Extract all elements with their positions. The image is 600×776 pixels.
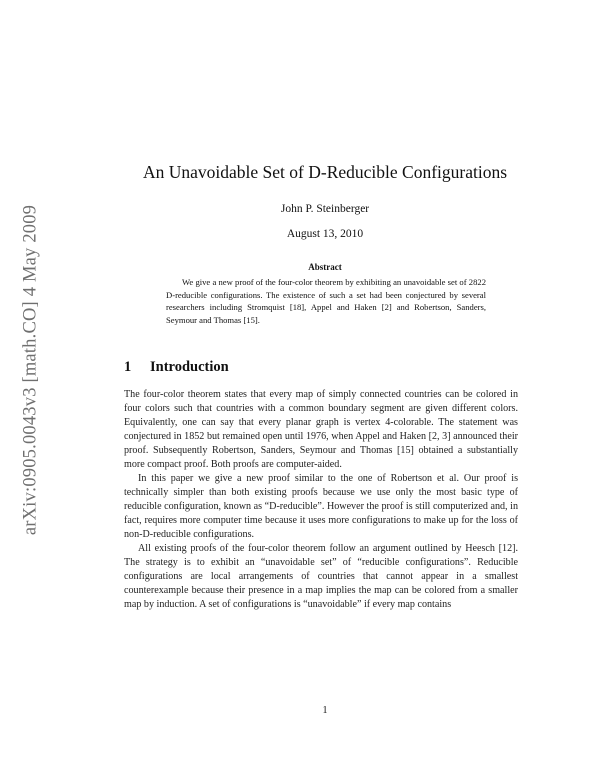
section-title: Introduction [150, 359, 229, 375]
paper-author: John P. Steinberger [280, 203, 370, 215]
abstract-text: We give a new proof of the four-color theorem by exhibiting an unavoidable set of 2822 D-reducible configurations. The existence of such a set had been conjectured by several researchers including Stromquist [18], Appel and Haken [2] and Robertson, Sanders, Seymour and Thomas [15]. [166, 277, 486, 325]
paper-title: An Unavoidable Set of D-Reducible Configurations [142, 162, 508, 182]
abstract-heading: Abstract [308, 262, 342, 272]
paragraph: The four-color theorem states that every map of simply connected countries can be colored in four colors such that countries with a common boundary segment are given different colors. Equivalently, one can say that every planar graph is vertex 4-colorable. The statement was conjectured in 1852 but remained open until 1976, when Appel and Haken [2, 3] announced their proof. Subsequently Robertson, Sanders, Seymour and Thomas [15] obtained a substantially more compact proof. Both proofs are computer-aided. [124, 389, 518, 470]
paragraph: All existing proofs of the four-color theorem follow an argument outlined by Heesch [12]. The strategy is to exhibit an “unavoidable set” of “reducible configurations”. Reducible configurations are local arrangements of countries that cannot appear in a smallest counterexample because their presence in a map implies the map can be colored from a smaller map by induction. A set of configurations is “unavoidable” if every map contains [124, 543, 518, 610]
body-text [124, 388, 518, 612]
arxiv-sidebar-stamp [6, 170, 56, 570]
paragraph: In this paper we give a new proof similar to the one of Robertson et al. Our proof is technically simpler than both existing proofs because we use only the most basic type of reducible configuration, known as “D-reducible”. However the proof is still computerized and, in fact, requires more computer time because it uses more configurations to make up for the loss of non-D-reducible configurations. [124, 473, 518, 540]
section-number: 1 [124, 359, 132, 375]
paper-date: August 13, 2010 [286, 228, 364, 240]
page-number: 1 [322, 705, 328, 716]
arxiv-identifier: arXiv:0905.0043v3 [math.CO] 4 May 2009 [20, 204, 41, 536]
section-heading [124, 359, 229, 376]
